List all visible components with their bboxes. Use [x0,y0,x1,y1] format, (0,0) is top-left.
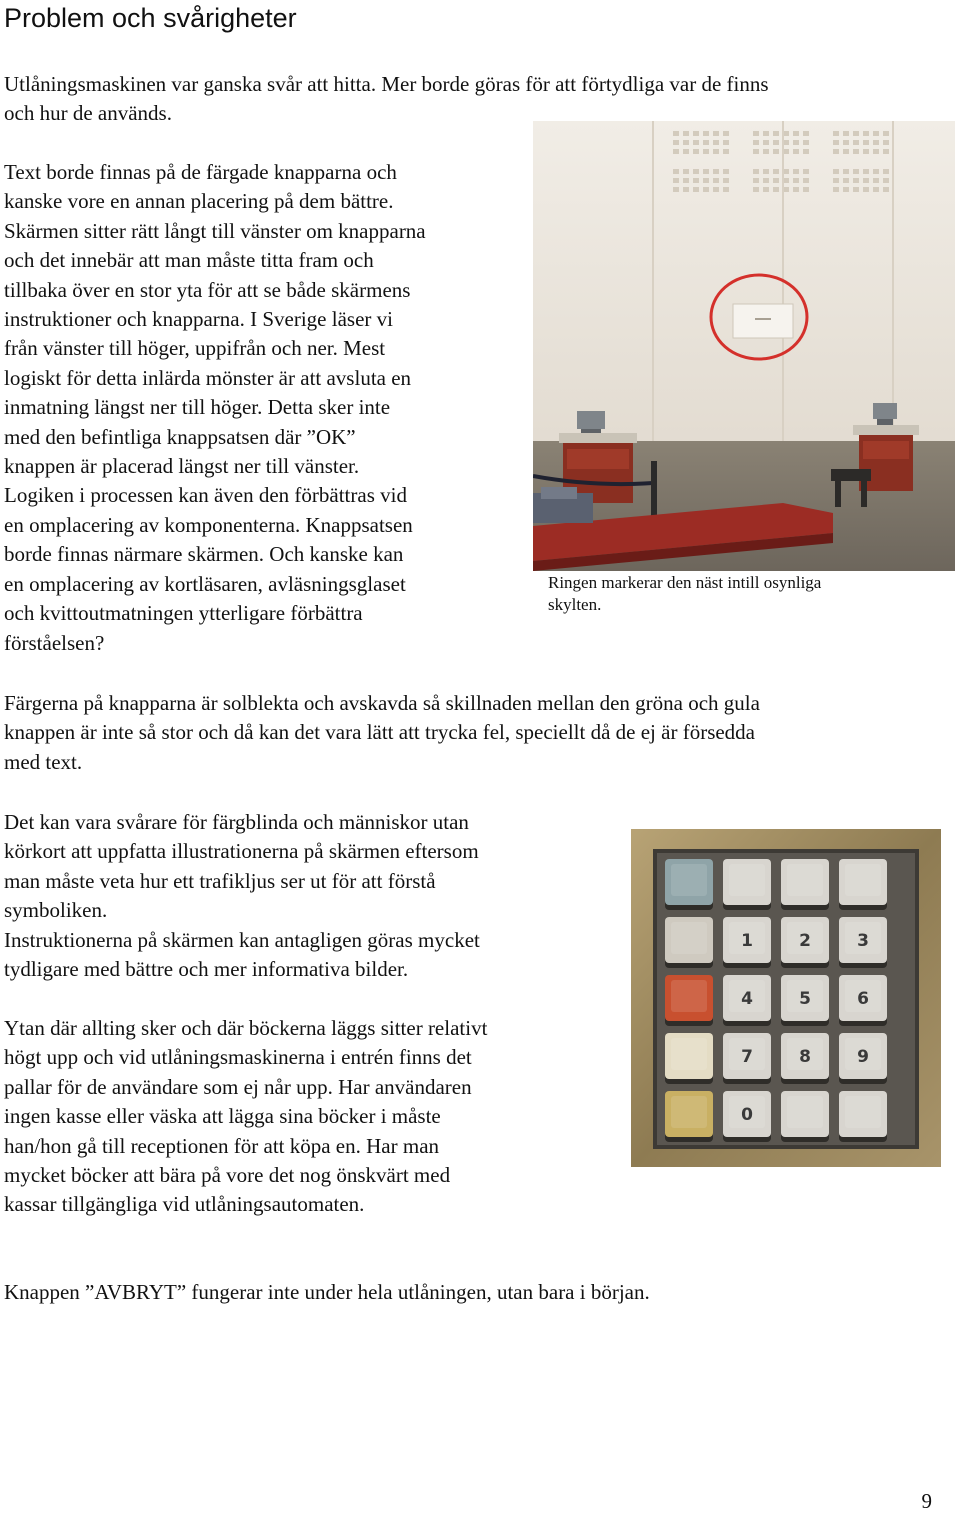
digit-key [839,917,887,968]
function-key [665,859,713,910]
digit-key [839,975,887,1026]
text-line: skylten. [548,595,602,614]
section-heading: Problem och svårigheter [4,3,297,33]
text-line: Skärmen sitter rätt långt till vänster om knapparna [4,218,426,243]
blank-key [839,859,887,910]
text-line: kassar tillgängliga vid utlåningsautomaten. [4,1192,365,1217]
function-key [665,975,713,1026]
key-label: 5 [799,989,811,1009]
key-label: 3 [857,931,869,951]
blank-key [723,859,771,910]
paragraph-screen-instructions [4,808,480,984]
key-label: 1 [741,931,753,951]
text-line: Utlåningsmaskinen var ganska svår att hitta. Mer borde göras för att förtydliga var de finns [4,72,769,96]
page-number: 9 [921,1489,932,1513]
lobby-photo-caption [548,572,821,616]
text-line: Det kan vara svårare för färgblinda och människor utan [4,810,469,834]
text-line: knappen är inte så stor och då kan det vara lätt att trycka fel, speciellt då de ej är försedda [4,720,756,745]
text-line: pallar för de användare som ej når upp. Har användaren [4,1074,472,1099]
text-line: och kvittoutmatningen ytterligare förbättra [4,601,363,626]
text-line: och det innebär att man måste titta fram och [4,248,374,273]
text-line: Logiken i processen kan även den förbättras vid [4,483,407,508]
text-line: högt upp och vid utlåningsmaskinerna i entrén finns det [4,1045,472,1070]
function-key [665,1091,713,1142]
key-label: 0 [741,1105,753,1125]
paragraph-finding-machine [4,70,769,129]
text-line: Text borde finnas på de färgade knapparna och [4,160,397,184]
paragraph-counter-height [4,1014,487,1220]
key-label: 7 [741,1047,753,1067]
digit-key [723,917,771,968]
digit-key [781,975,829,1026]
digit-key [723,1091,771,1142]
key-label: 2 [799,931,811,951]
text-line: ingen kasse eller väska att lägga sina böcker i måste [4,1104,441,1129]
text-line: borde finnas närmare skärmen. Och kanske kan [4,542,404,567]
text-line: mycket böcker att bära på vore det nog önskvärt med [4,1163,451,1188]
key-label: 6 [857,989,869,1009]
digit-key [723,1033,771,1084]
key-label: 9 [857,1047,869,1067]
digit-key [781,1033,829,1084]
text-line: och hur de används. [4,101,172,126]
digit-key [839,1033,887,1084]
text-line: en omplacering av komponenterna. Knappsatsen [4,512,413,537]
paragraph-button-colors [4,689,760,777]
text-line: Ytan där allting sker och där böckerna läggs sitter relativt [4,1016,488,1040]
text-line: kanske vore en annan placering på dem bättre. [4,189,394,214]
paragraph-cancel-button [4,1278,650,1307]
digit-key [781,917,829,968]
text-line: Färgerna på knapparna är solblekta och avskavda så skillnaden mellan den gröna och gula [4,691,760,715]
text-line: han/hon gå till receptionen för att köpa en. Har man [4,1133,440,1158]
key-label: 4 [741,989,753,1009]
key-label: 8 [799,1047,811,1067]
text-line: från vänster till höger, uppifrån och ner. Mest [4,336,386,361]
text-line: inmatning längst ner till höger. Detta sker inte [4,395,391,420]
blank-key [839,1091,887,1142]
text-line: Instruktionerna på skärmen kan antagligen göras mycket [4,927,480,952]
paragraph-button-layout [4,158,426,658]
text-line: knappen är placerad längst ner till vänster. [4,454,360,479]
function-key [665,1033,713,1084]
text-line: tillbaka över en stor yta för att se både skärmens [4,277,411,302]
text-line: symboliken. [4,898,108,923]
text-line: tydligare med bättre och mer informativa bilder. [4,957,409,982]
text-line: logiskt för detta inlärda mönster är att avsluta en [4,365,412,390]
blank-key [781,1091,829,1142]
digit-key [723,975,771,1026]
keypad-photo [631,829,941,1167]
text-line: med text. [4,749,83,774]
text-line: körkort att uppfatta illustrationerna på skärmen eftersom [4,839,479,864]
text-line: Knappen ”AVBRYT” fungerar inte under hela utlåningen, utan bara i början. [4,1280,650,1304]
text-line: Ringen markerar den näst intill osynliga [548,573,822,592]
text-line: förståelsen? [4,630,105,655]
text-line: med den befintliga knappsatsen där ”OK” [4,424,356,449]
lobby-photo [533,121,955,571]
text-line: man måste veta hur ett trafikljus ser ut för att förstå [4,868,436,893]
blank-key [781,859,829,910]
text-line: instruktioner och knapparna. I Sverige läser vi [4,307,393,332]
text-line: en omplacering av kortläsaren, avläsningsglaset [4,571,406,596]
function-key [665,917,713,968]
